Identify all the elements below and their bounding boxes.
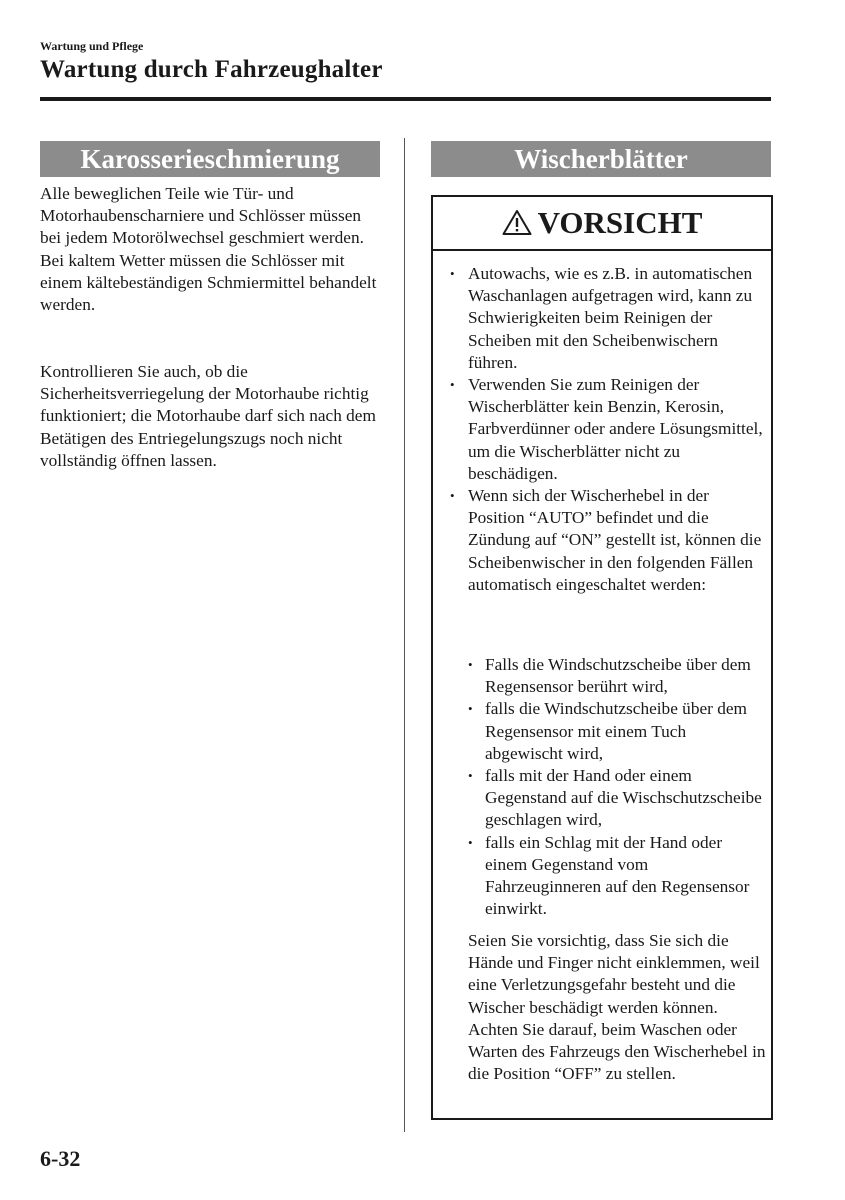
caution-sub-list [467,654,767,920]
caution-item: • Verwenden Sie zum Reinigen der Wischerblätter kein Benzin, Kerosin, Farbverdünner oder andere Lösungsmittel, um die Wischerblätter nicht zu beschädigen. [449,374,769,485]
warning-triangle-icon [502,209,532,236]
caution-final-paragraph: Seien Sie vorsichtig, dass Sie sich die Hände und Finger nicht einklemmen, weil eine Verletzungsgefahr besteht und die Wischer beschädigt werden können. Achten Sie darauf, beim Waschen oder Warten des Fahrzeugs den Wischerhebel in die Position “OFF” zu stellen. [468,931,766,1084]
right-section-heading: Wischerblätter [431,141,771,177]
left-section-heading: Karosserieschmierung [40,141,380,177]
page-number: 6-32 [40,1146,81,1171]
caution-sub-item: • falls die Windschutzscheibe über dem Regensensor mit einem Tuch abgewischt wird, [467,698,767,765]
caution-sub-item: • Falls die Windschutzscheibe über dem Regensensor berührt wird, [467,654,767,698]
column-divider [404,138,405,1132]
caution-sub-item: • falls ein Schlag mit der Hand oder einem Gegenstand vom Fahrzeuginneren auf den Regensensor einwirkt. [467,832,767,921]
left-paragraph-1: Alle beweglichen Teile wie Tür- und Motorhaubenscharniere und Schlösser müssen bei jedem Motorölwechsel geschmiert werden. Bei kaltem Wetter müssen die Schlösser mit einem kältebeständigen Schmiermittel behandelt werden. [40,184,377,315]
section-label: Wartung und Pflege [40,39,144,53]
caution-list [449,263,769,596]
title-rule [40,97,771,101]
caution-title: VORSICHT [537,205,703,240]
caution-box [431,195,773,1120]
caution-sub-item: • falls mit der Hand oder einem Gegenstand auf die Wischschutzscheibe geschlagen wird, [467,765,767,832]
page-title: Wartung durch Fahrzeughalter [40,56,383,83]
left-paragraph-2: Kontrollieren Sie auch, ob die Sicherheitsverriegelung der Motorhaube richtig funktioniert; die Motorhaube darf sich nach dem Betätigen des Entriegelungszugs noch nicht vollständig öffnen lassen. [40,362,376,470]
caution-item: • Wenn sich der Wischerhebel in der Position “AUTO” befindet und die Zündung auf “ON” gestellt ist, können die Scheibenwischer in den folgenden Fällen automatisch eingeschaltet werden: [449,485,769,596]
caution-header [433,197,771,251]
caution-item: • Autowachs, wie es z.B. in automatischen Waschanlagen aufgetragen wird, kann zu Schwierigkeiten beim Reinigen der Scheiben mit den Scheibenwischern führen. [449,263,769,374]
